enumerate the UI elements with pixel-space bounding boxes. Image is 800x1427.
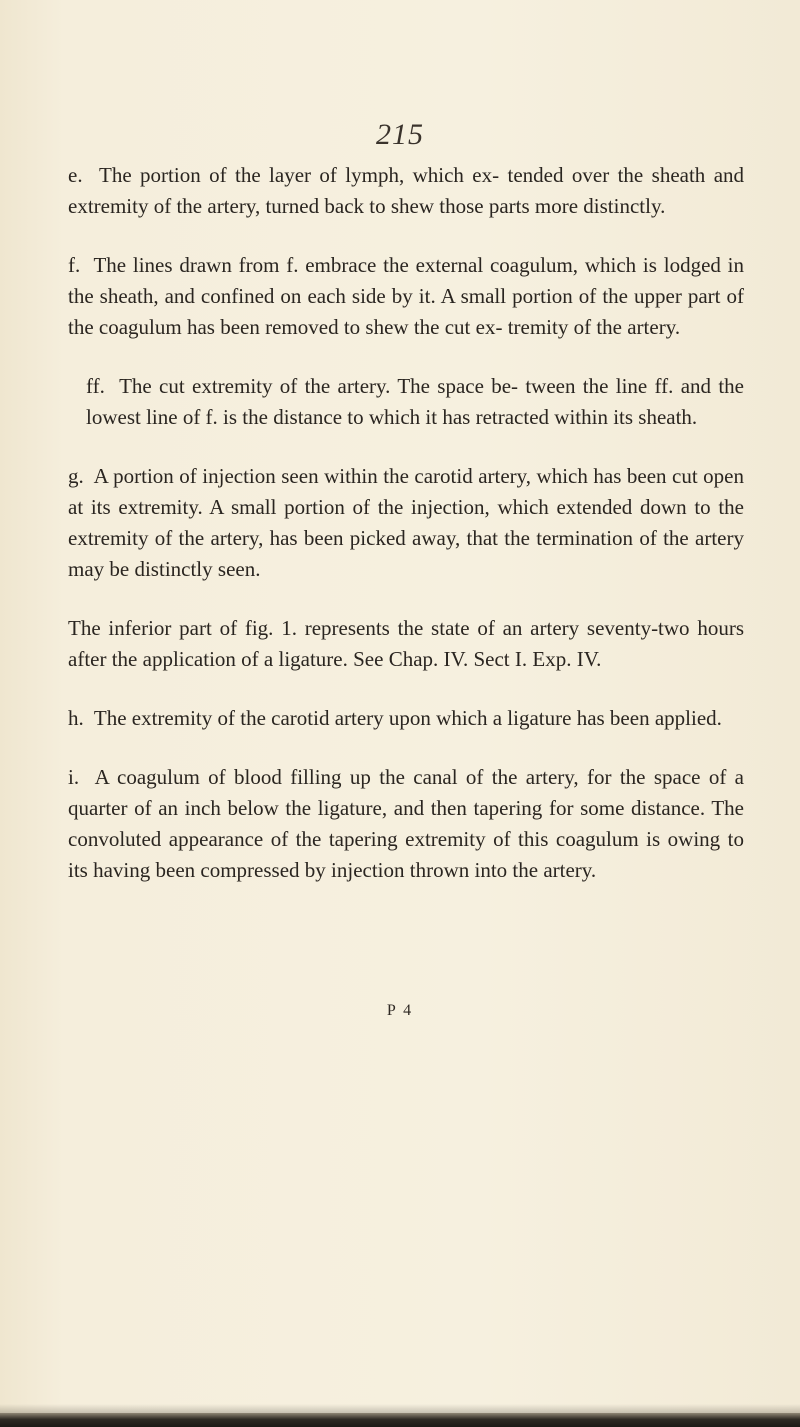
paragraph-h [68, 703, 744, 734]
paragraph-f [68, 250, 744, 343]
paragraph-text: A portion of injection seen within the carotid artery, which has been cut open at its extremity. A small portion of the injection, which extended down to the extremity of the artery, has been picked away, that the termination of the artery may be distinctly seen. [68, 464, 745, 581]
paragraph-label: f. [68, 253, 81, 277]
paragraph-i [68, 762, 744, 886]
paragraph-label: h. [68, 706, 84, 730]
paragraph-text: The extremity of the carotid artery upon which a ligature has been applied. [93, 706, 722, 730]
paragraph-e [68, 160, 744, 222]
page-bottom-edge [0, 1413, 800, 1427]
paragraph-ff [68, 371, 744, 433]
paragraph-label: g. [68, 464, 84, 488]
paragraph-text: The inferior part of fig. 1. represents the state of an artery seventy-two hours after the application of a ligature. See Chap. IV. Sect I. Exp. IV. [68, 616, 744, 671]
paragraph-g [68, 461, 744, 585]
paragraph-text: The lines drawn from f. embrace the external coagulum, which is lodged in the sheath, and confined on each side by it. A small portion of the upper part of the coagulum has been removed to shew the cut ex- tremity of the artery. [68, 253, 745, 339]
paragraph-text: The portion of the layer of lymph, which ex- tended over the sheath and extremity of the artery, turned back to shew those parts more distinctly. [68, 163, 745, 218]
page-edge-shadow [0, 1404, 800, 1413]
paragraph-label: e. [68, 163, 83, 187]
paragraph-label: ff. [86, 374, 105, 398]
page-number: 215 [376, 118, 424, 151]
page-body [68, 160, 744, 914]
paragraph-text: A coagulum of blood filling up the canal of the artery, for the space of a quarter of an inch below the ligature, and then tapering for some distance. The convoluted appearance of the tapering extremity of this coagulum is owing to its having been compressed by injection thrown into the artery. [68, 765, 745, 882]
paragraph-text: The cut extremity of the artery. The space be- tween the line ff. and the lowest line of f. is the distance to which it has retracted within its sheath. [86, 374, 744, 429]
signature-mark: P 4 [386, 1002, 414, 1019]
paragraph-fig1-intro [68, 613, 744, 675]
paragraph-label: i. [68, 765, 80, 789]
